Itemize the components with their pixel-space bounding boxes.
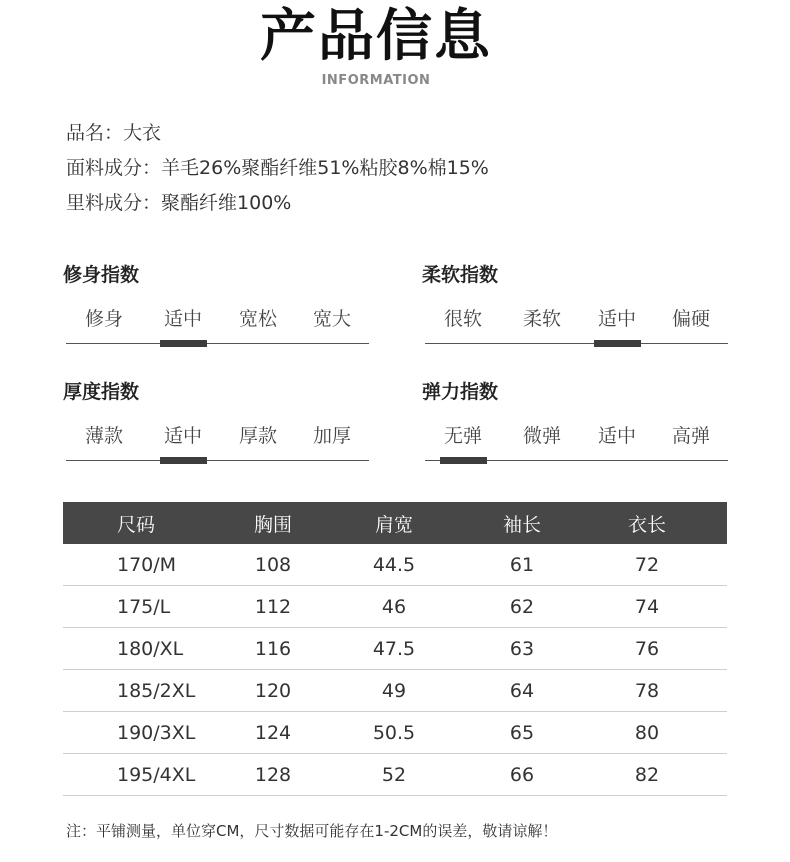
scale-track <box>425 343 728 344</box>
table-cell: 50.5 <box>372 721 416 744</box>
scale-option: 微弹 <box>522 425 561 447</box>
scale-option: 很软 <box>443 308 482 330</box>
fabric-label: 面料成分： <box>66 157 162 179</box>
header-cell: 袖长 <box>502 513 541 536</box>
table-cell: 124 <box>254 721 292 744</box>
scale-option: 适中 <box>163 308 202 330</box>
table-row <box>63 586 727 628</box>
table-cell: 49 <box>381 679 407 702</box>
info-row-lining <box>66 186 489 221</box>
table-cell: 82 <box>634 763 660 786</box>
table-cell: 170/M <box>117 553 177 576</box>
table-cell: 185/2XL <box>117 679 196 702</box>
table-cell: 46 <box>381 595 407 618</box>
table-row <box>63 754 727 796</box>
scale-option: 宽松 <box>238 308 277 330</box>
scale-option: 高弹 <box>671 425 710 447</box>
info-row-fabric <box>66 151 489 186</box>
table-cell: 112 <box>254 595 292 618</box>
scale-option: 加厚 <box>312 425 351 447</box>
table-cell: 44.5 <box>372 553 416 576</box>
scale-option: 柔软 <box>522 308 561 330</box>
name-value: 大衣 <box>123 122 162 144</box>
scale-title: 修身指数 <box>63 264 140 286</box>
table-cell: 72 <box>634 553 660 576</box>
lining-value: 聚酯纤维100% <box>161 192 292 214</box>
table-cell: 195/4XL <box>117 763 196 786</box>
scale-marker <box>160 457 207 464</box>
table-cell: 62 <box>509 595 535 618</box>
scale-marker <box>440 457 487 464</box>
table-cell: 66 <box>509 763 535 786</box>
size-table <box>63 502 727 796</box>
scale-option: 宽大 <box>312 308 351 330</box>
table-row <box>63 628 727 670</box>
table-cell: 180/XL <box>117 637 184 660</box>
scale-option: 偏硬 <box>671 308 710 330</box>
lining-label: 里料成分： <box>66 192 162 214</box>
scale-title: 弹力指数 <box>422 381 499 403</box>
scale-option: 薄款 <box>84 425 123 447</box>
table-row <box>63 544 727 586</box>
table-cell: 80 <box>634 721 660 744</box>
table-row <box>63 712 727 754</box>
scale-option: 适中 <box>597 425 636 447</box>
table-cell: 63 <box>509 637 535 660</box>
table-header <box>63 502 727 544</box>
table-cell: 108 <box>254 553 292 576</box>
name-label: 品名： <box>66 122 124 144</box>
scale-option: 无弹 <box>443 425 482 447</box>
scale-track <box>66 460 369 461</box>
scale-marker <box>160 340 207 347</box>
page-title: 产品信息 <box>260 4 492 69</box>
table-cell: 128 <box>254 763 292 786</box>
info-row-name <box>66 116 489 151</box>
table-cell: 65 <box>509 721 535 744</box>
header-cell: 尺码 <box>117 513 156 536</box>
header-cell: 胸围 <box>253 513 292 536</box>
scale-title: 厚度指数 <box>63 381 140 403</box>
header-cell: 衣长 <box>627 513 666 536</box>
scale-title: 柔软指数 <box>422 264 499 286</box>
table-cell: 64 <box>509 679 535 702</box>
table-cell: 74 <box>634 595 660 618</box>
table-cell: 61 <box>509 553 535 576</box>
table-cell: 190/3XL <box>117 721 196 744</box>
scale-option: 适中 <box>597 308 636 330</box>
table-row <box>63 670 727 712</box>
table-cell: 76 <box>634 637 660 660</box>
scale-option: 修身 <box>84 308 123 330</box>
scale-marker <box>594 340 641 347</box>
table-cell: 78 <box>634 679 660 702</box>
scale-option: 厚款 <box>238 425 277 447</box>
table-cell: 52 <box>381 763 407 786</box>
table-cell: 175/L <box>117 595 171 618</box>
scale-option: 适中 <box>163 425 202 447</box>
table-cell: 120 <box>254 679 292 702</box>
table-cell: 116 <box>254 637 292 660</box>
table-cell: 47.5 <box>372 637 416 660</box>
header-cell: 肩宽 <box>374 513 413 536</box>
fabric-value: 羊毛26%聚酯纤维51%粘胶8%棉15% <box>161 157 489 179</box>
scale-track <box>66 343 369 344</box>
measurement-note: 注：平铺测量，单位穿CM，尺寸数据可能存在1-2CM的误差，敬请谅解！ <box>66 822 558 840</box>
product-info <box>66 116 489 221</box>
page-subtitle: INFORMATION <box>321 73 431 88</box>
